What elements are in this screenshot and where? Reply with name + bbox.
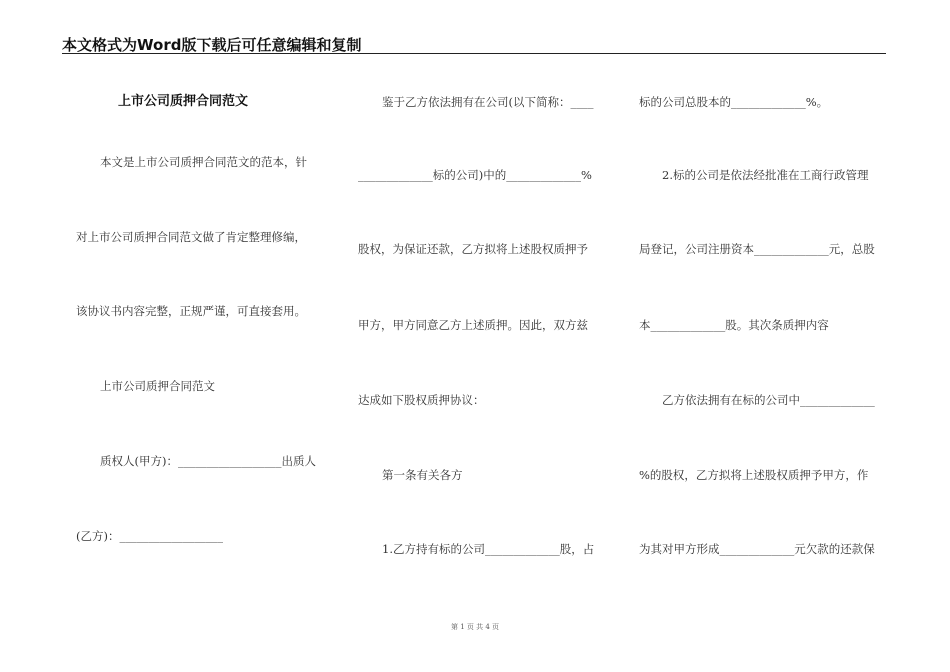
text-line: %的股权，乙方拟将上述股权质押予甲方，作	[639, 468, 869, 482]
text-line: 1.乙方持有标的公司_____________股，占	[382, 542, 595, 556]
text-line: 对上市公司质押合同范文做了肯定整理修编，	[76, 230, 306, 244]
text-line: 质权人(甲方)：__________________出质人	[100, 454, 316, 468]
section-heading: 上市公司质押合同范文	[100, 379, 215, 393]
text-line: 该协议书内容完整，正规严谨，可直接套用。	[76, 304, 306, 318]
text-line: 达成如下股权质押协议：	[358, 393, 485, 407]
article-heading: 第一条有关各方	[382, 468, 463, 482]
text-line: 局登记，公司注册资本_____________元，总股	[639, 242, 875, 256]
text-line: 2.标的公司是依法经批准在工商行政管理	[662, 168, 869, 182]
text-line: 股权，为保证还款，乙方拟将上述股权质押予	[358, 242, 588, 256]
text-line: 标的公司总股本的_____________%。	[639, 95, 829, 109]
text-line: 鉴于乙方依法拥有在公司(以下简称：____	[382, 95, 594, 109]
text-line: (乙方)：__________________	[76, 529, 223, 543]
page-header: 本文格式为Word版下载后可任意编辑和复制	[62, 36, 362, 54]
text-line: 乙方依法拥有在标的公司中_____________	[662, 393, 875, 407]
text-line: 本_____________股。其次条质押内容	[639, 318, 829, 332]
text-line: 为其对甲方形成_____________元欠款的还款保	[639, 542, 875, 556]
text-line: 本文是上市公司质押合同范文的范本，针	[100, 155, 307, 169]
text-line: 甲方，甲方同意乙方上述质押。因此，双方兹	[358, 318, 588, 332]
doc-title: 上市公司质押合同范文	[118, 94, 249, 109]
text-line: _____________标的公司)中的_____________%	[358, 168, 592, 182]
header-rule	[62, 53, 886, 54]
page-footer: 第 1 页 共 4 页	[450, 623, 500, 631]
